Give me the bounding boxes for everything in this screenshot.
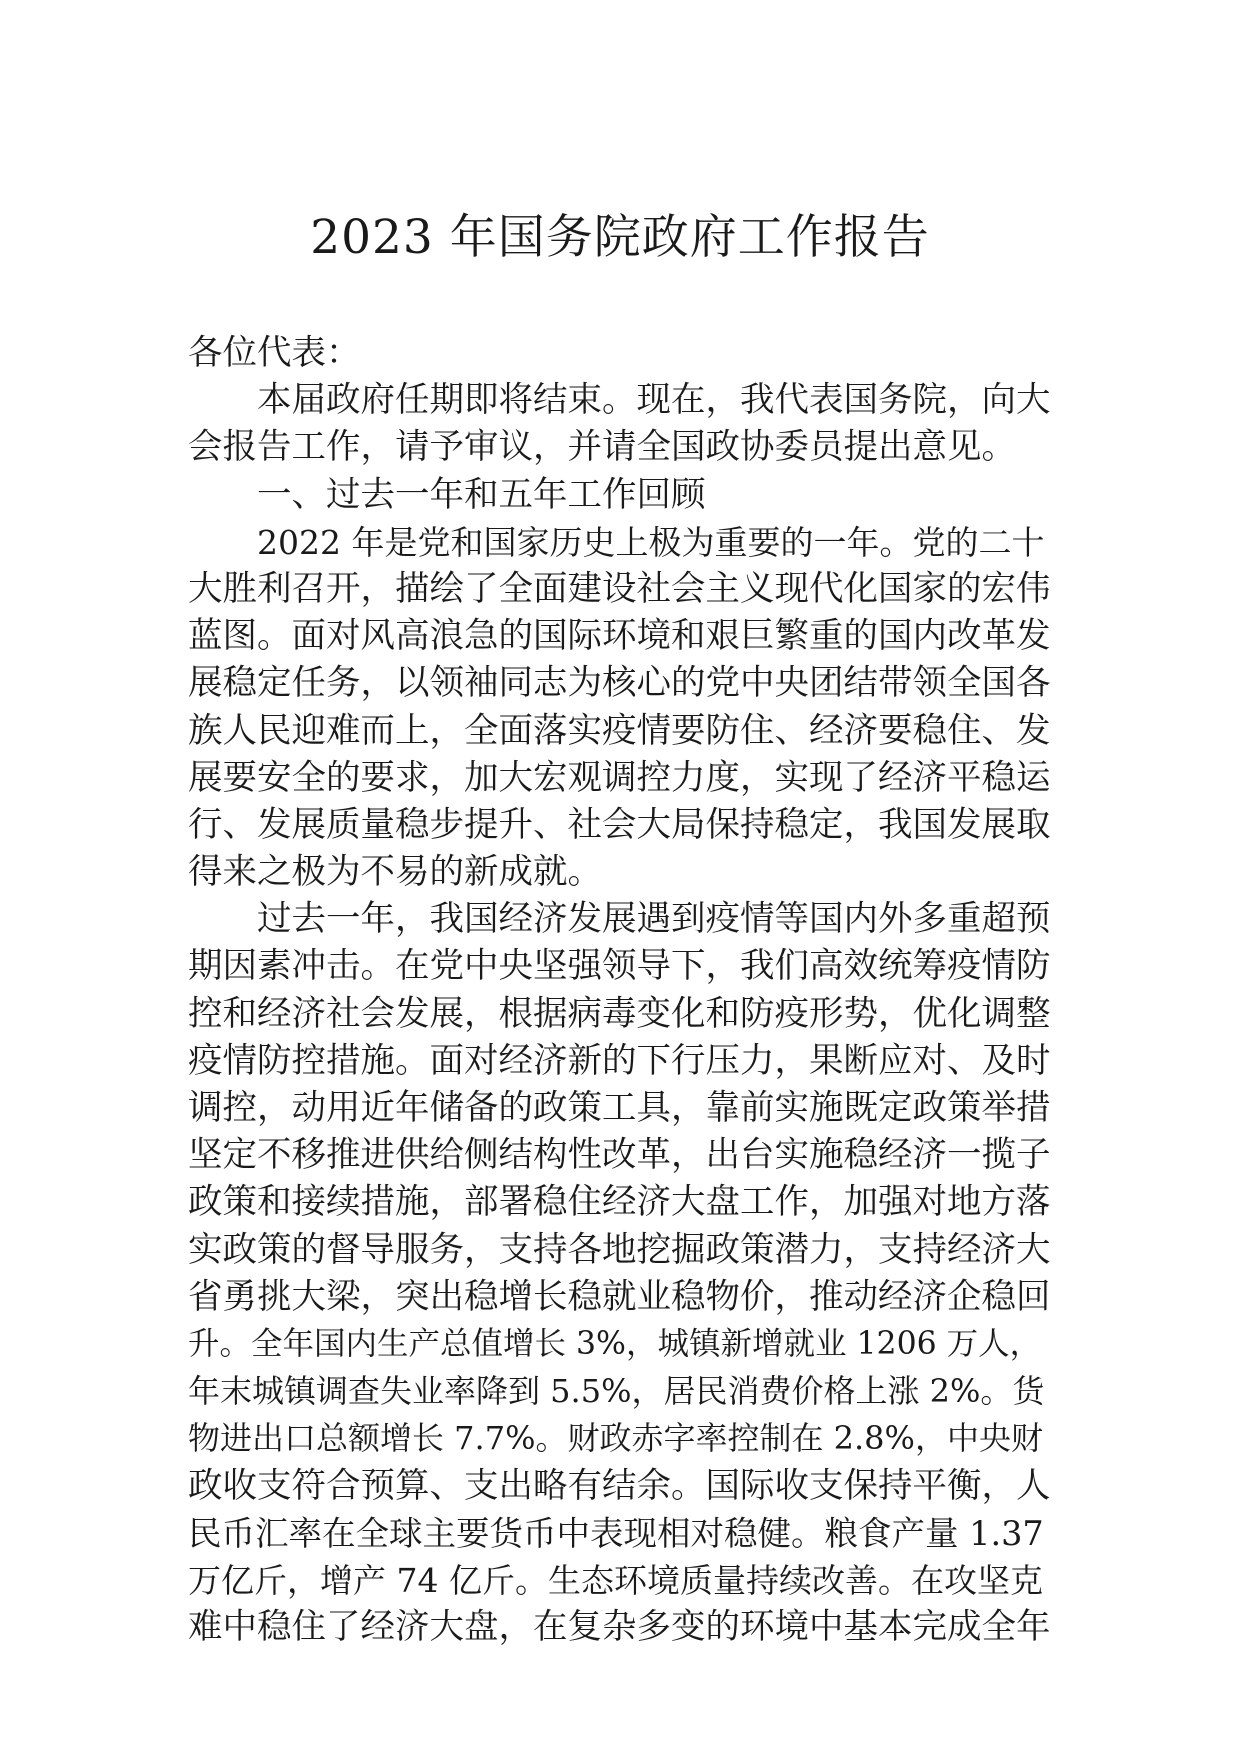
- text-line: 展要安全的要求，加大宏观调控力度，实现了经济平稳运: [188, 757, 1051, 798]
- document-title: 2023 年国务院政府工作报告: [310, 210, 930, 265]
- text-line: 实政策的督导服务，支持各地挖掘政策潜力，支持经济大: [188, 1229, 1051, 1270]
- text-line: 疫情防控措施。面对经济新的下行压力，果断应对、及时: [188, 1040, 1051, 1081]
- text-line: 会报告工作，请予审议，并请全国政协委员提出意见。: [188, 427, 1016, 468]
- text-line: 升。全年国内生产总值增长 3%，城镇新增就业 1206 万人，: [188, 1325, 1042, 1362]
- text-line: 2022 年是党和国家历史上极为重要的一年。党的二十: [257, 522, 1045, 562]
- text-line: 行、发展质量稳步提升、社会大局保持稳定，我国发展取: [188, 804, 1051, 845]
- text-line: 一、过去一年和五年工作回顾: [257, 474, 706, 515]
- text-line: 省勇挑大梁，突出稳增长稳就业稳物价，推动经济企稳回: [188, 1276, 1051, 1317]
- text-line: 本届政府任期即将结束。现在，我代表国务院，向大: [257, 380, 1051, 421]
- text-line: 大胜利召开，描绘了全面建设社会主义现代化国家的宏伟: [188, 568, 1051, 609]
- text-line: 政策和接续措施，部署稳住经济大盘工作，加强对地方落: [188, 1182, 1051, 1223]
- text-line: 坚定不移推进供给侧结构性改革，出台实施稳经济一揽子: [188, 1135, 1051, 1176]
- text-line: 调控，动用近年储备的政策工具，靠前实施既定政策举措: [188, 1088, 1051, 1128]
- document-body: [188, 330, 1054, 1651]
- text-line: 难中稳住了经济大盘，在复杂多变的环境中基本完成全年: [188, 1607, 1051, 1648]
- text-line: 族人民迎难而上，全面落实疫情要防住、经济要稳住、发: [188, 710, 1051, 751]
- text-line: 期因素冲击。在党中央坚强领导下，我们高效统筹疫情防: [188, 946, 1051, 987]
- text-line: 展稳定任务，以领袖同志为核心的党中央团结带领全国各: [188, 663, 1051, 704]
- text-line: 控和经济社会发展，根据病毒变化和防疫形势，优化调整: [188, 993, 1051, 1034]
- text-line: 政收支符合预算、支出略有结余。国际收支保持平衡，人: [188, 1465, 1051, 1506]
- text-line: 过去一年，我国经济发展遇到疫情等国内外多重超预: [257, 899, 1051, 940]
- text-line: 年末城镇调查失业率降到 5.5%，居民消费价格上涨 2%。货: [188, 1372, 1045, 1411]
- text-line: 民币汇率在全球主要货币中表现相对稳健。粮食产量 1.37: [188, 1513, 1044, 1553]
- text-line: 蓝图。面对风高浪急的国际环境和艰巨繁重的国内改革发: [188, 616, 1051, 657]
- text-line: 物进出口总额增长 7.7%。财政赤字率控制在 2.8%，中央财: [188, 1419, 1043, 1458]
- text-line: 得来之极为不易的新成就。: [188, 852, 602, 893]
- text-line: 各位代表：: [188, 333, 361, 373]
- text-line: 万亿斤，增产 74 亿斤。生态环境质量持续改善。在攻坚克: [188, 1560, 1043, 1600]
